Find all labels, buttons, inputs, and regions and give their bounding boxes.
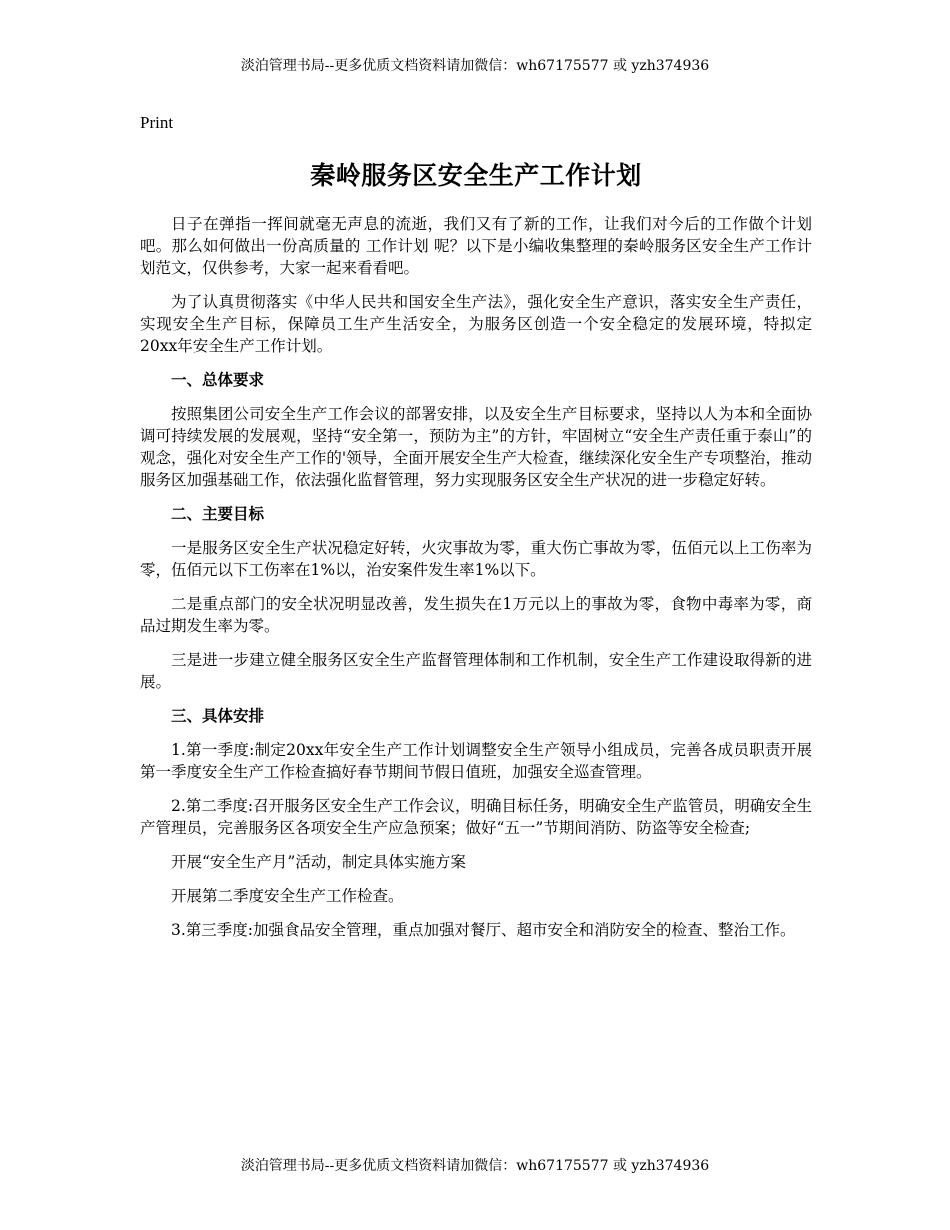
intro-paragraph: 日子在弹指一挥间就毫无声息的流逝，我们又有了新的工作，让我们对今后的工作做个计划吧。那么如何做出一份高质量的 工作计划 呢？以下是小编收集整理的秦岭服务区安全生产工作计划范文，仅供参考，大家一起来看看吧。 [140, 215, 812, 277]
print-label: Print [140, 113, 174, 132]
section-paragraph: 二是重点部门的安全状况明显改善，发生损失在1万元以上的事故为零，食物中毒率为零，商品过期发生率为零。 [140, 595, 812, 635]
document-title: 秦岭服务区安全生产工作计划 [310, 161, 642, 190]
section-paragraph: 1.第一季度:制定20xx年安全生产工作计划调整安全生产领导小组成员，完善各成员职责开展第一季度安全生产工作检查搞好春节期间节假日值班，加强安全巡查管理。 [140, 741, 812, 781]
section-paragraph: 开展“安全生产月”活动，制定具体实施方案 [171, 853, 466, 871]
section-heading-arrangements: 三、具体安排 [171, 707, 265, 725]
document-body [140, 112, 812, 953]
intro-paragraph: 为了认真贯彻落实《中华人民共和国安全生产法》，强化安全生产意识，落实安全生产责任，实现安全生产目标，保障员工生产生活安全，为服务区创造一个安全稳定的发展环境，特拟定20xx年安全生产工作计划。 [140, 293, 812, 355]
section-paragraph: 3.第三季度:加强食品安全管理，重点加强对餐厅、超市安全和消防安全的检查、整治工作。 [171, 921, 796, 939]
section-paragraph: 一是服务区安全生产状况稳定好转，火灾事故为零，重大伤亡事故为零，伍佰元以上工伤率为零，伍佰元以下工伤率在1%以，治安案件发生率1%以下。 [140, 539, 812, 579]
section-paragraph: 开展第二季度安全生产工作检查。 [171, 887, 404, 905]
section-paragraph: 按照集团公司安全生产工作会议的部署安排，以及安全生产目标要求，坚持以人为本和全面协调可持续发展的发展观，坚持“安全第一，预防为主”的方针，牢固树立“安全生产责任重于泰山”的观念，强化对安全生产工作的'领导，全面开展安全生产大检查，继续深化安全生产专项整治，推动服务区加强基础工作，依法强化监督管理，努力实现服务区安全生产状况的进一步稳定好转。 [140, 405, 812, 489]
section-heading-general: 一、总体要求 [171, 371, 265, 389]
section-heading-goals: 二、主要目标 [171, 505, 265, 523]
page-header: 淡泊管理书局--更多优质文档资料请加微信：wh67175577 或 yzh374936 [240, 58, 710, 74]
section-paragraph: 三是进一步建立健全服务区安全生产监督管理体制和工作机制，安全生产工作建设取得新的进展。 [140, 651, 812, 691]
page-footer: 淡泊管理书局--更多优质文档资料请加微信：wh67175577 或 yzh374936 [240, 1158, 710, 1174]
section-paragraph: 2.第二季度:召开服务区安全生产工作会议，明确目标任务，明确安全生产监管员，明确安全生产管理员，完善服务区各项安全生产应急预案；做好“五一”节期间消防、防盗等安全检查; [140, 797, 812, 837]
